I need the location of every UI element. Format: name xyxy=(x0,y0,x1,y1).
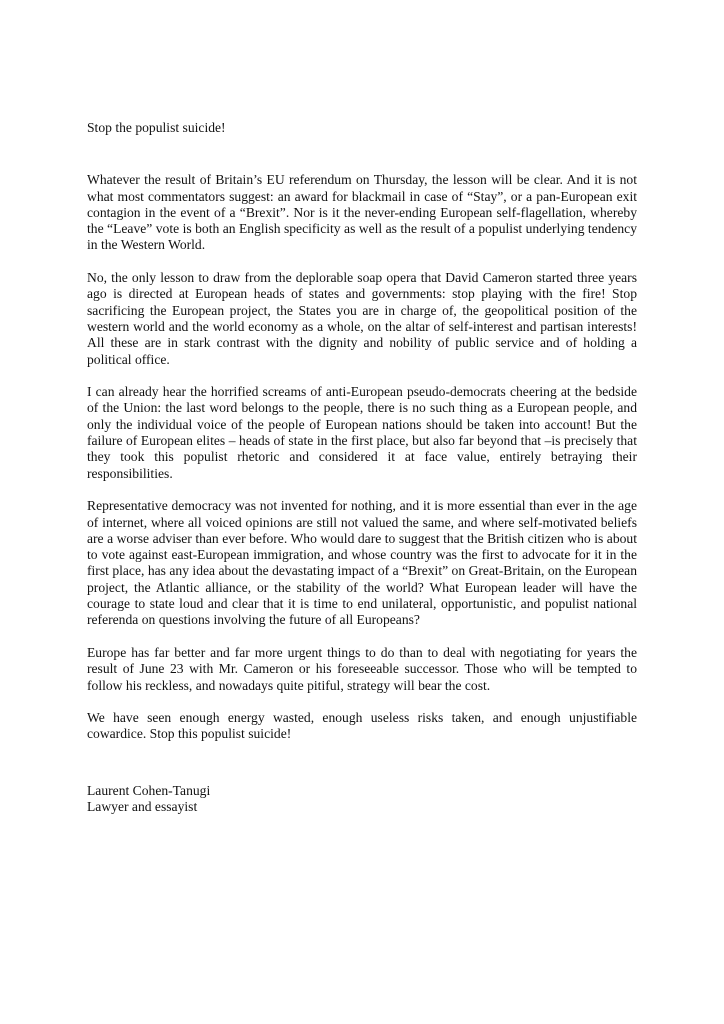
author-role: Lawyer and essayist xyxy=(87,798,198,814)
paragraph-1: Whatever the result of Britain’s EU referendum on Thursday, the lesson will be clear. And it is not what most commentators suggest: an award for blackmail in case of “Stay”, or a pan-European exit contagion in the event of a “Brexit”. Nor is it the never-ending European self-flagellation, whereby the “Leave” vote is both an English specificity as well as the result of a populist underlying tendency in the Western World. xyxy=(87,172,637,253)
signature-block xyxy=(87,783,637,816)
document-page xyxy=(87,120,637,815)
paragraph-6: We have seen enough energy wasted, enough useless risks taken, and enough unjustifiable cowardice. Stop this populist suicide! xyxy=(87,710,637,742)
paragraph-2: No, the only lesson to draw from the deplorable soap opera that David Cameron started three years ago is directed at European heads of states and governments: stop playing with the fire! Stop sacrificing the European project, the States you are in charge of, the geopolitical position of the western world and the world economy as a whole, on the altar of self-interest and partisan interests! All these are in stark contrast with the dignity and nobility of public service and of holding a political office. xyxy=(87,270,637,367)
document-title: Stop the populist suicide! xyxy=(87,120,226,135)
author-name: Laurent Cohen-Tanugi xyxy=(87,782,211,798)
paragraph-3: I can already hear the horrified screams of anti-European pseudo-democrats cheering at the bedside of the Union: the last word belongs to the people, there is no such thing as a European people, and only the individual voice of the people of European nations should be taken into account! But the failure of European elites – heads of state in the first place, but also far beyond that –is precisely that they took this populist rhetoric and considered it at face value, entirely betraying their responsibilities. xyxy=(87,384,637,481)
paragraph-4: Representative democracy was not invented for nothing, and it is more essential than ever in the age of internet, where all voiced opinions are still not valued the same, and where self-motivated beliefs are a worse adviser than ever before. Who would dare to suggest that the British citizen who is about to vote against east-European immigration, and whose country was the first to advocate for it in the first place, has any idea about the devastating impact of a “Brexit” on Great-Britain, on the European project, the Atlantic alliance, or the stability of the world? What European leader will have the courage to state loud and clear that it is time to end unilateral, opportunistic, and populist national referenda on questions involving the future of all Europeans? xyxy=(87,498,637,628)
paragraph-5: Europe has far better and far more urgent things to do than to deal with negotiating for years the result of June 23 with Mr. Cameron or his foreseeable successor. Those who will be tempted to follow his reckless, and nowadays quite pitiful, strategy will bear the cost. xyxy=(87,644,637,693)
